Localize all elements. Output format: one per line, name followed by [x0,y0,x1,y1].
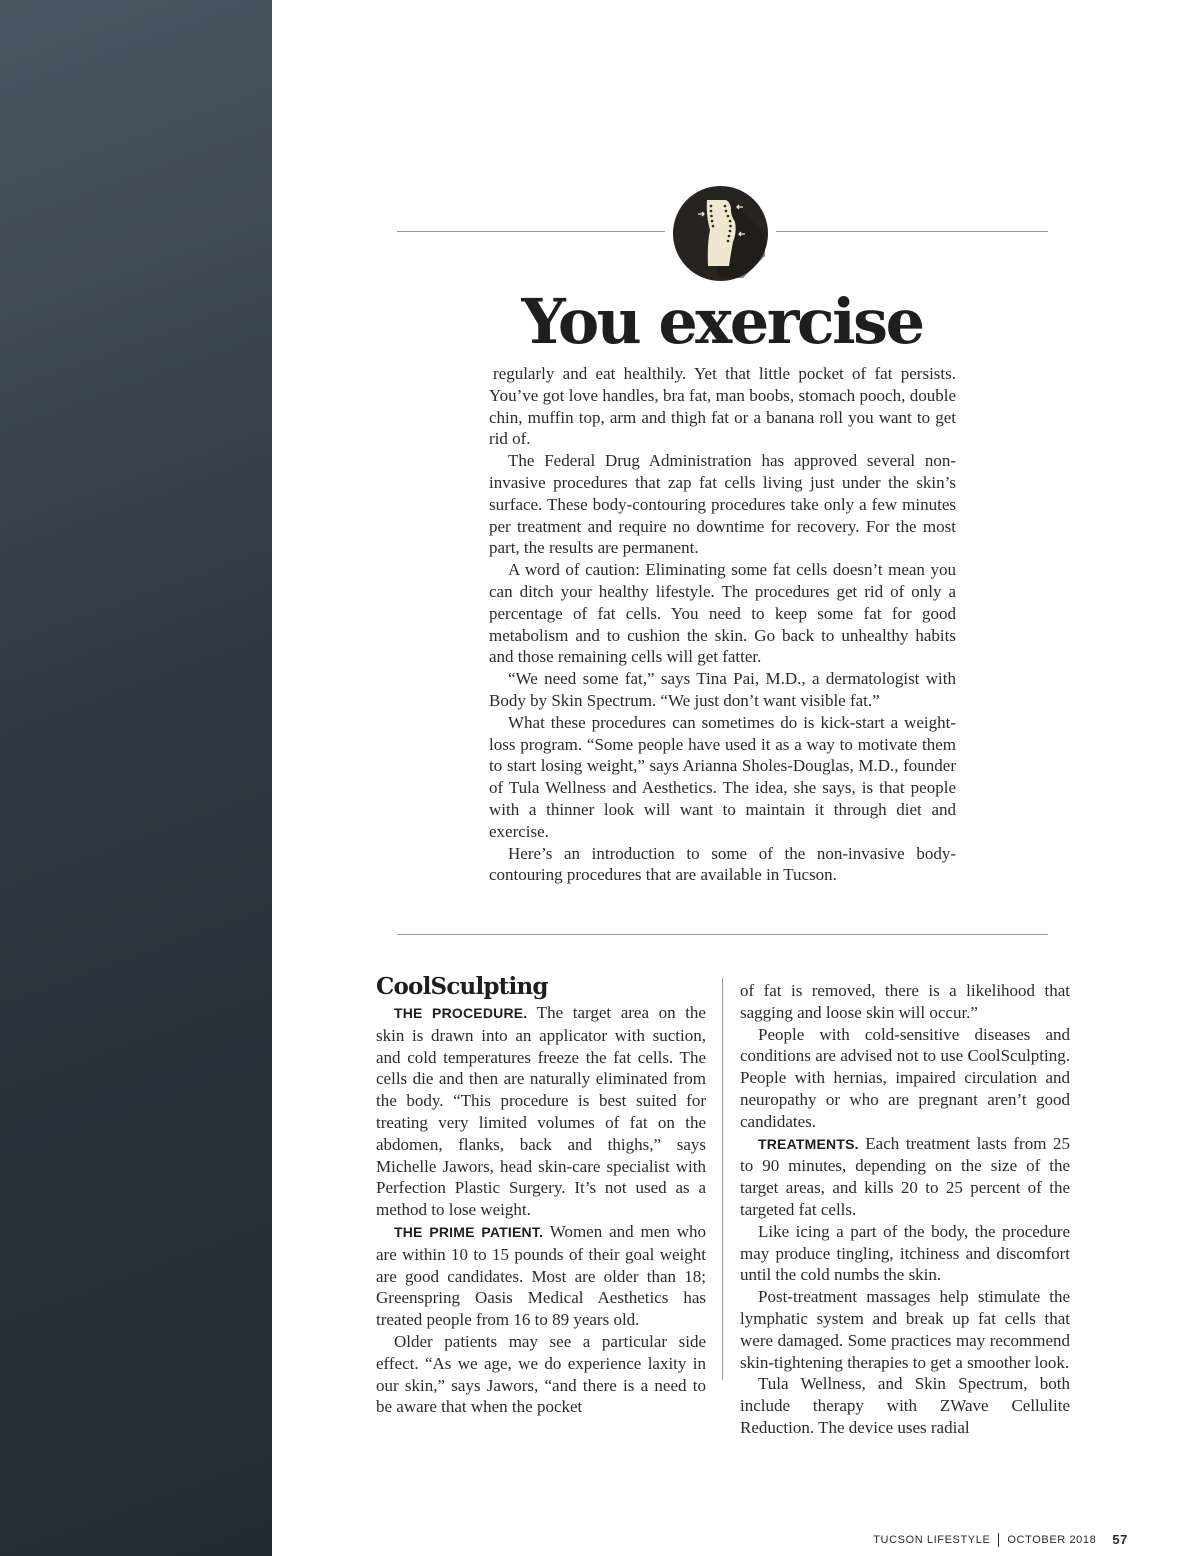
article-page [272,0,1200,1556]
older-patients-paragraph: Older patients may see a particular side effect. “As we age, we do experience laxity in our skin,” says Jawors, “and there is a need to be aware that when the pocket [376,1331,706,1417]
headline: You exercise [521,285,923,358]
continued-paragraph: of fat is removed, there is a likelihood that sagging and loose skin will occur.” [740,981,1070,1022]
patient-paragraph [376,1221,706,1331]
procedure-paragraph [376,1002,706,1221]
intro-paragraph: regularly and eat healthily. Yet that little pocket of fat persists. You’ve got love handles, bra fat, man boobs, stomach pooch, double chin, muffin top, arm and thigh fat or a banana roll you want to get rid of. [489,364,956,449]
page-number: 57 [1112,1532,1128,1547]
cold-sensitive-paragraph: People with cold-sensitive diseases and conditions are advised not to use CoolSculpting. People with hernias, impaired circulation and neuropathy or who are pregnant aren’t good candidates. [740,1024,1070,1131]
side-panel [0,0,272,1556]
column-divider [722,978,723,1380]
treatments-paragraph [740,1133,1070,1221]
treatments-text: Each treatment lasts from 25 to 90 minutes, depending on the size of the target areas, and kills 20 to 25 percent of the targeted fat cells. [740,1133,1070,1219]
massage-paragraph: Post-treatment massages help stimulate the lymphatic system and break up fat cells that were damaged. Some practices may recommend skin-tightening therapies to get a smoother look. [740,1287,1070,1372]
intro-paragraph: The Federal Drug Administration has approved several non-invasive procedures that zap fat cells living just under the skin’s surface. These body-contouring procedures take only a few minutes per treatment and require no downtime for recovery. For the most part, the results are permanent. [489,451,956,558]
tula-paragraph: Tula Wellness, and Skin Spectrum, both include therapy with ZWave Cellulite Reduction. The device uses radial [740,1374,1070,1437]
issue-date: OCTOBER 2018 [1007,1533,1097,1546]
intro-text [489,363,956,886]
intro-paragraph: What these procedures can sometimes do is kick-start a weight-loss program. “Some people have used it as a way to motivate them to start losing weight,” says Arianna Sholes-Douglas, M.D., founder of Tula Wellness and Aesthetics. The idea, she says, is that people with a thinner look will want to maintain it through diet and exercise. [489,712,956,841]
publication-name: TUCSON LIFESTYLE [873,1533,991,1546]
column-left [376,972,706,1418]
icing-paragraph: Like icing a part of the body, the procedure may produce tingling, itchiness and discomfort until the cold numbs the skin. [740,1221,1070,1285]
treatments-kicker: TREATMENTS. [758,1135,859,1152]
procedure-kicker: THE PROCEDURE. [394,1005,528,1021]
body-contour-icon [673,186,768,281]
column-right [740,980,1070,1439]
page-footer [873,1532,1128,1547]
intro-paragraph: “We need some fat,” says Tina Pai, M.D., a dermatologist with Body by Skin Spectrum. “We just don’t want visible fat.” [489,669,956,710]
section-divider [397,934,1048,935]
section-title: CoolSculpting [376,973,548,1000]
footer-separator [998,1533,999,1547]
patient-kicker: THE PRIME PATIENT. [394,1223,544,1240]
patient-text: Women and men who are within 10 to 15 pounds of their goal weight are good candidates. Most are older than 18; Greenspring Oasis Medical Aesthetics has treated people from 16 to 89 years old. [376,1221,706,1330]
intro-paragraph: A word of caution: Eliminating some fat cells doesn’t mean you can ditch your healthy lifestyle. The procedures get rid of only a percentage of fat cells. You need to keep some fat for good metabolism and to cushion the skin. Go back to unhealthy habits and those remaining cells will get fatter. [489,560,956,667]
header-rule-left [397,231,665,232]
intro-paragraph: Here’s an introduction to some of the non-invasive body-contouring procedures that are available in Tucson. [489,843,956,885]
procedure-text: The target area on the skin is drawn into an applicator with suction, and cold temperatures freeze the fat cells. The cells die and then are naturally eliminated from the body. “This procedure is best suited for treating very limited volumes of fat on the abdomen, flanks, back and thighs,” says Michelle Jawors, head skin-care specialist with Perfection Plastic Surgery. It’s not used as a method to lose weight. [376,1003,706,1220]
header-rule-right [776,231,1048,232]
